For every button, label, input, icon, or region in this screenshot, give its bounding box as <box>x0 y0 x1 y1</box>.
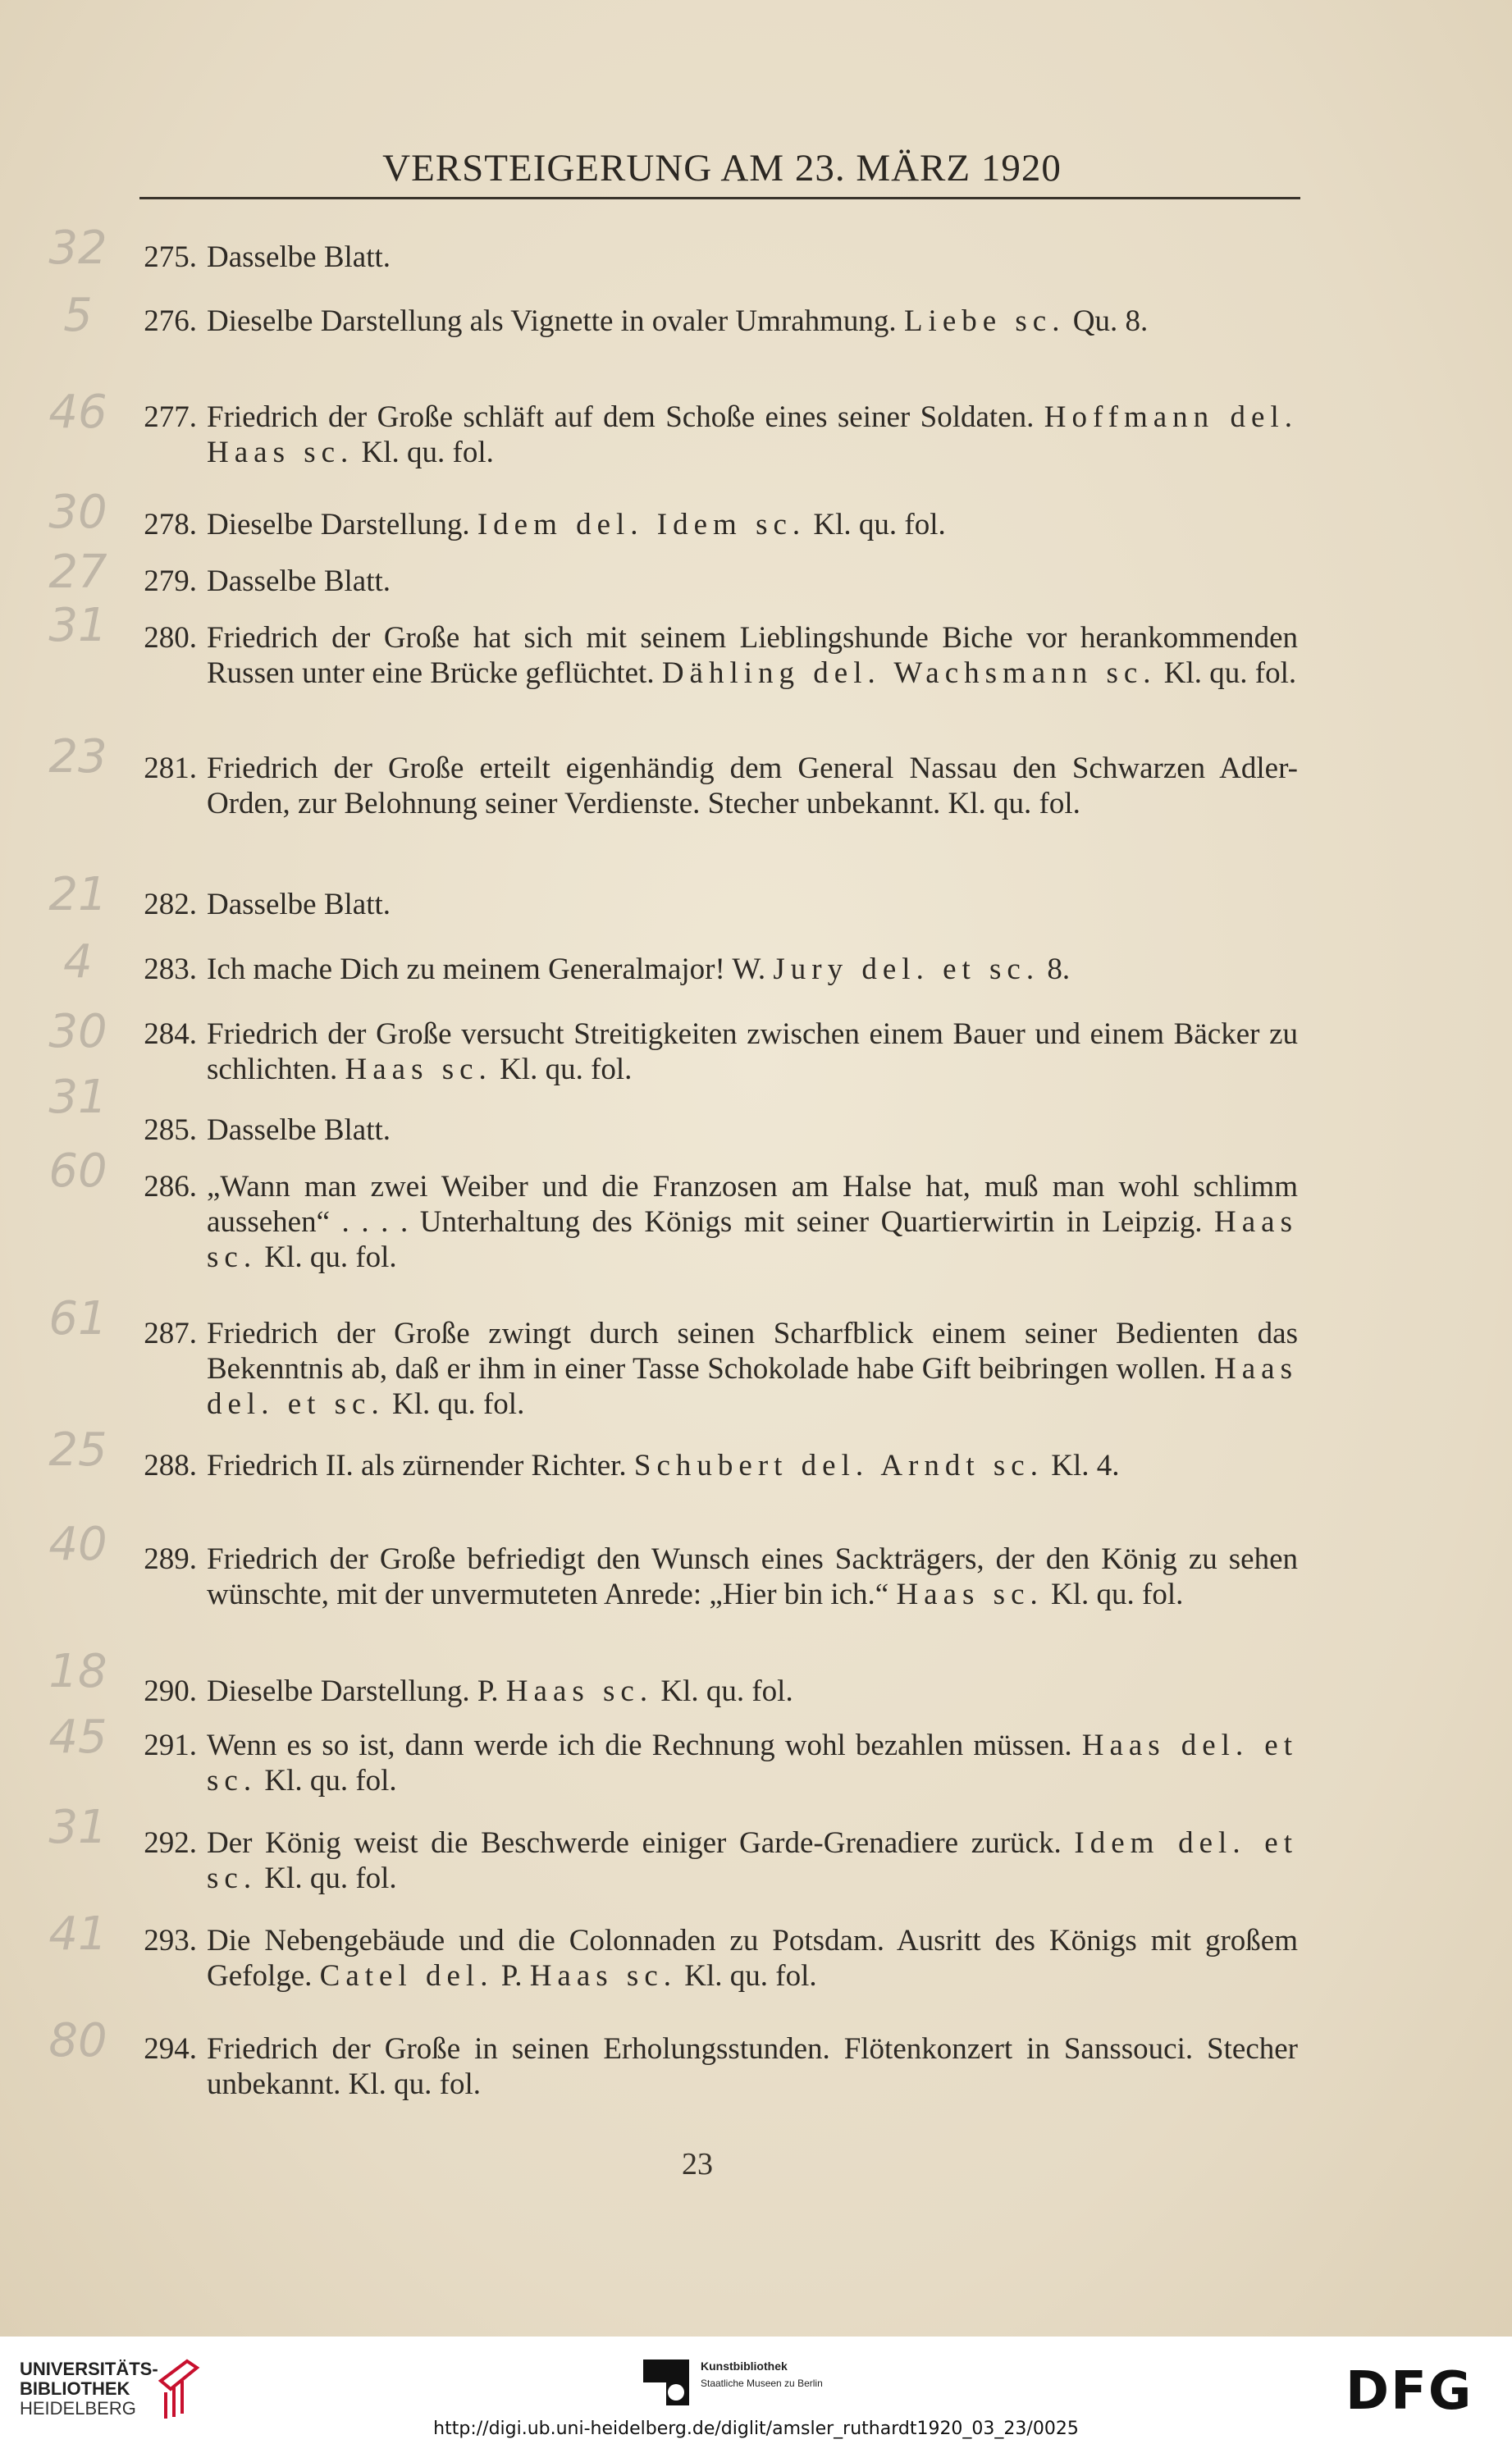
entry-text <box>207 1674 1298 1709</box>
pencil-price-note: 30 <box>48 486 107 539</box>
entry-description: Kl. qu. fol. <box>1043 1578 1184 1611</box>
entry-description: Friedrich der Große zwingt durch seinen Scharfblick einem seiner Bedienten das Bekenntnis ab, daß er ihm in einer Tasse Schokolade habe Gift beibringen wollen. <box>207 1317 1298 1386</box>
entry-text <box>207 1825 1298 1896</box>
pencil-price-note: 46 <box>48 386 107 439</box>
entry-description: Qu. 8. <box>1065 304 1149 338</box>
entry-description: Dasselbe Blatt. <box>207 240 391 274</box>
entry-number: 283. <box>144 952 197 986</box>
entry-description: Friedrich der Große schläft auf dem Schoße eines seiner Soldaten. <box>207 400 1044 434</box>
entry-number: 284. <box>144 1017 197 1051</box>
entry-description: Wenn es so ist, dann werde ich die Rechnung wohl bezahlen müssen. <box>207 1729 1082 1762</box>
pencil-price-note: 31 <box>48 1801 107 1854</box>
entry-text <box>207 1542 1298 1612</box>
artist-credit: Hoffmann del. Haas sc. <box>207 400 1298 469</box>
pencil-price-note: 27 <box>48 546 107 599</box>
entry-description: Dieselbe Darstellung als Vignette in ovaler Umrahmung. <box>207 304 904 338</box>
entry-number: 281. <box>144 751 197 785</box>
entry-description: Ich mache Dich zu meinem Generalmajor! W. <box>207 952 774 986</box>
page-number: 23 <box>682 2147 713 2181</box>
entry-description: Kl. qu. fol. <box>1156 656 1297 690</box>
kb-line2: Staatliche Museen zu Berlin <box>701 2378 823 2389</box>
entry-text <box>207 1448 1298 1483</box>
entry-description: Dasselbe Blatt. <box>207 888 391 921</box>
pencil-price-note: 30 <box>48 1005 107 1058</box>
footer-bar <box>0 2337 1512 2444</box>
entry-description: Kl. qu. fol. <box>491 1053 633 1086</box>
entry-number: 292. <box>144 1826 197 1860</box>
entry-number: 276. <box>144 304 197 338</box>
permalink-url[interactable]: http://digi.ub.uni-heidelberg.de/diglit/amsler_ruthardt1920_03_23/0025 <box>433 2419 1079 2439</box>
entry-number: 285. <box>144 1113 197 1147</box>
entry-text <box>207 240 1298 275</box>
entry-description: Dasselbe Blatt. <box>207 1113 391 1147</box>
uni-logo-line3: HEIDELBERG <box>20 2398 136 2419</box>
pencil-price-note: 80 <box>48 2014 107 2067</box>
entry-text <box>207 564 1298 599</box>
entry-number: 278. <box>144 508 197 541</box>
entry-text <box>207 304 1298 339</box>
pencil-price-note: 23 <box>48 730 107 783</box>
entry-description: Dasselbe Blatt. <box>207 564 391 598</box>
entry-description: Dieselbe Darstellung. P. <box>207 1674 506 1708</box>
entry-number: 288. <box>144 1449 197 1482</box>
artist-credit: Idem del. et sc. <box>207 1826 1298 1895</box>
entry-number: 289. <box>144 1542 197 1576</box>
entry-description: Der König weist die Beschwerde einiger Garde-Grenadiere zurück. <box>207 1826 1075 1860</box>
dfg-logo[interactable]: DFG <box>1345 2361 1473 2422</box>
pencil-price-note: 45 <box>48 1711 107 1764</box>
entry-number: 286. <box>144 1170 197 1204</box>
artist-credit: Jury del. et sc. <box>773 952 1040 986</box>
pencil-price-note: 5 <box>63 289 93 342</box>
entry-description: Friedrich der Große befriedigt den Wunsch eines Sackträgers, der den König zu sehen wünschte, mit der unvermuteten Anrede: „Hier bin ich.“ <box>207 1542 1298 1611</box>
pencil-price-note: 4 <box>63 935 93 989</box>
entry-description: Kl. qu. fol. <box>384 1387 525 1421</box>
pencil-price-note: 18 <box>48 1645 107 1698</box>
uni-logo-line2: BIBLIOTHEK <box>20 2378 130 2399</box>
pencil-price-note: 32 <box>48 222 107 275</box>
entry-number: 275. <box>144 240 197 274</box>
kb-line1: Kunstbibliothek <box>701 2359 788 2373</box>
entry-text <box>207 1728 1298 1798</box>
entry-number: 277. <box>144 400 197 434</box>
entry-text <box>207 507 1298 542</box>
artist-credit: Haas sc. <box>529 1959 677 1993</box>
entry-text <box>207 1112 1298 1148</box>
entry-description: Friedrich II. als zürnender Richter. <box>207 1449 634 1482</box>
pencil-price-note: 25 <box>48 1423 107 1477</box>
pencil-price-note: 60 <box>48 1144 107 1198</box>
artist-credit: Haas sc. <box>345 1053 492 1086</box>
entry-description: Kl. 4. <box>1043 1449 1120 1482</box>
page-header: VERSTEIGERUNG AM 23. MÄRZ 1920 <box>382 147 1062 190</box>
entry-description: Friedrich der Große versucht Streitigkeiten zwischen einem Bauer und einem Bäcker zu schlichten. <box>207 1017 1298 1086</box>
entry-description: Kl. qu. fol. <box>806 508 946 541</box>
entry-text <box>207 887 1298 922</box>
artist-credit: Haas del. et sc. <box>207 1729 1298 1798</box>
entry-description: „Wann man zwei Weiber und die Franzosen am Halse hat, muß man wohl schlimm aussehen“ . . . . Unterhaltung des Königs mit seiner Quartierwirtin in Leipzig. <box>207 1170 1298 1239</box>
entry-description: Kl. qu. fol. <box>257 1240 397 1274</box>
entry-description: Kl. qu. fol. <box>257 1862 397 1895</box>
pencil-price-note: 61 <box>48 1292 107 1345</box>
artist-credit: Idem del. Idem sc. <box>477 508 806 541</box>
entry-number: 291. <box>144 1729 197 1762</box>
pencil-price-note: 40 <box>48 1518 107 1571</box>
entry-description: Friedrich der Große erteilt eigenhändig dem General Nassau den Schwarzen Adler-Orden, zur Belohnung seiner Verdienste. Stecher unbekannt. Kl. qu. fol. <box>207 751 1298 820</box>
artist-credit: Liebe sc. <box>903 304 1066 338</box>
entry-number: 279. <box>144 564 197 598</box>
entry-text <box>207 1016 1298 1087</box>
entry-description: 8. <box>1039 952 1071 986</box>
entry-text <box>207 620 1298 691</box>
heidelberg-university-library-logo[interactable] <box>20 2359 158 2419</box>
entry-description: Kl. qu. fol. <box>257 1764 397 1798</box>
entry-description: Kl. qu. fol. <box>653 1674 793 1708</box>
artist-credit: Haas sc. <box>207 1205 1298 1274</box>
artist-credit: Haas sc. <box>505 1674 654 1708</box>
pencil-price-note: 41 <box>48 1907 107 1961</box>
pencil-price-note: 31 <box>48 1071 107 1124</box>
artist-credit: Haas del. et sc. <box>207 1352 1298 1421</box>
artist-credit: Catel del. <box>319 1959 494 1993</box>
pencil-price-note: 31 <box>48 599 107 652</box>
entry-description: Kl. qu. fol. <box>677 1959 817 1993</box>
kunstbibliothek-mark-icon <box>643 2359 689 2405</box>
uni-logo-line1: UNIVERSITÄTS- <box>20 2359 158 2379</box>
artist-credit: Schubert del. Arndt sc. <box>633 1449 1044 1482</box>
entry-description: Dieselbe Darstellung. <box>207 508 477 541</box>
entry-text <box>207 751 1298 821</box>
entry-description: P. <box>493 1959 530 1993</box>
entry-number: 282. <box>144 888 197 921</box>
artist-credit: Dähling del. Wachsmann sc. <box>661 656 1157 690</box>
pencil-price-note: 21 <box>48 868 107 921</box>
entry-text <box>207 400 1298 470</box>
artist-credit: Haas sc. <box>896 1578 1044 1611</box>
entry-number: 280. <box>144 621 197 655</box>
entry-description: Die Nebengebäude und die Colonnaden zu Potsdam. Ausritt des Königs mit großem Gefolge. <box>207 1924 1298 1993</box>
entry-text <box>207 1316 1298 1422</box>
entry-text <box>207 1169 1298 1275</box>
uni-library-mark-icon <box>154 2356 203 2422</box>
entry-number: 294. <box>144 2032 197 2066</box>
entry-description: Friedrich der Große in seinen Erholungsstunden. Flötenkonzert in Sanssouci. Stecher unbekannt. Kl. qu. fol. <box>207 2032 1298 2101</box>
entry-text <box>207 952 1298 987</box>
entry-number: 290. <box>144 1674 197 1708</box>
entry-description: Kl. qu. fol. <box>354 436 494 469</box>
entry-number: 293. <box>144 1924 197 1957</box>
entry-description: Friedrich der Große hat sich mit seinem Lieblingshunde Biche vor herankommenden Russen unter eine Brücke geflüchtet. <box>207 621 1298 690</box>
entry-text <box>207 2031 1298 2102</box>
entry-text <box>207 1923 1298 1994</box>
entry-number: 287. <box>144 1317 197 1350</box>
